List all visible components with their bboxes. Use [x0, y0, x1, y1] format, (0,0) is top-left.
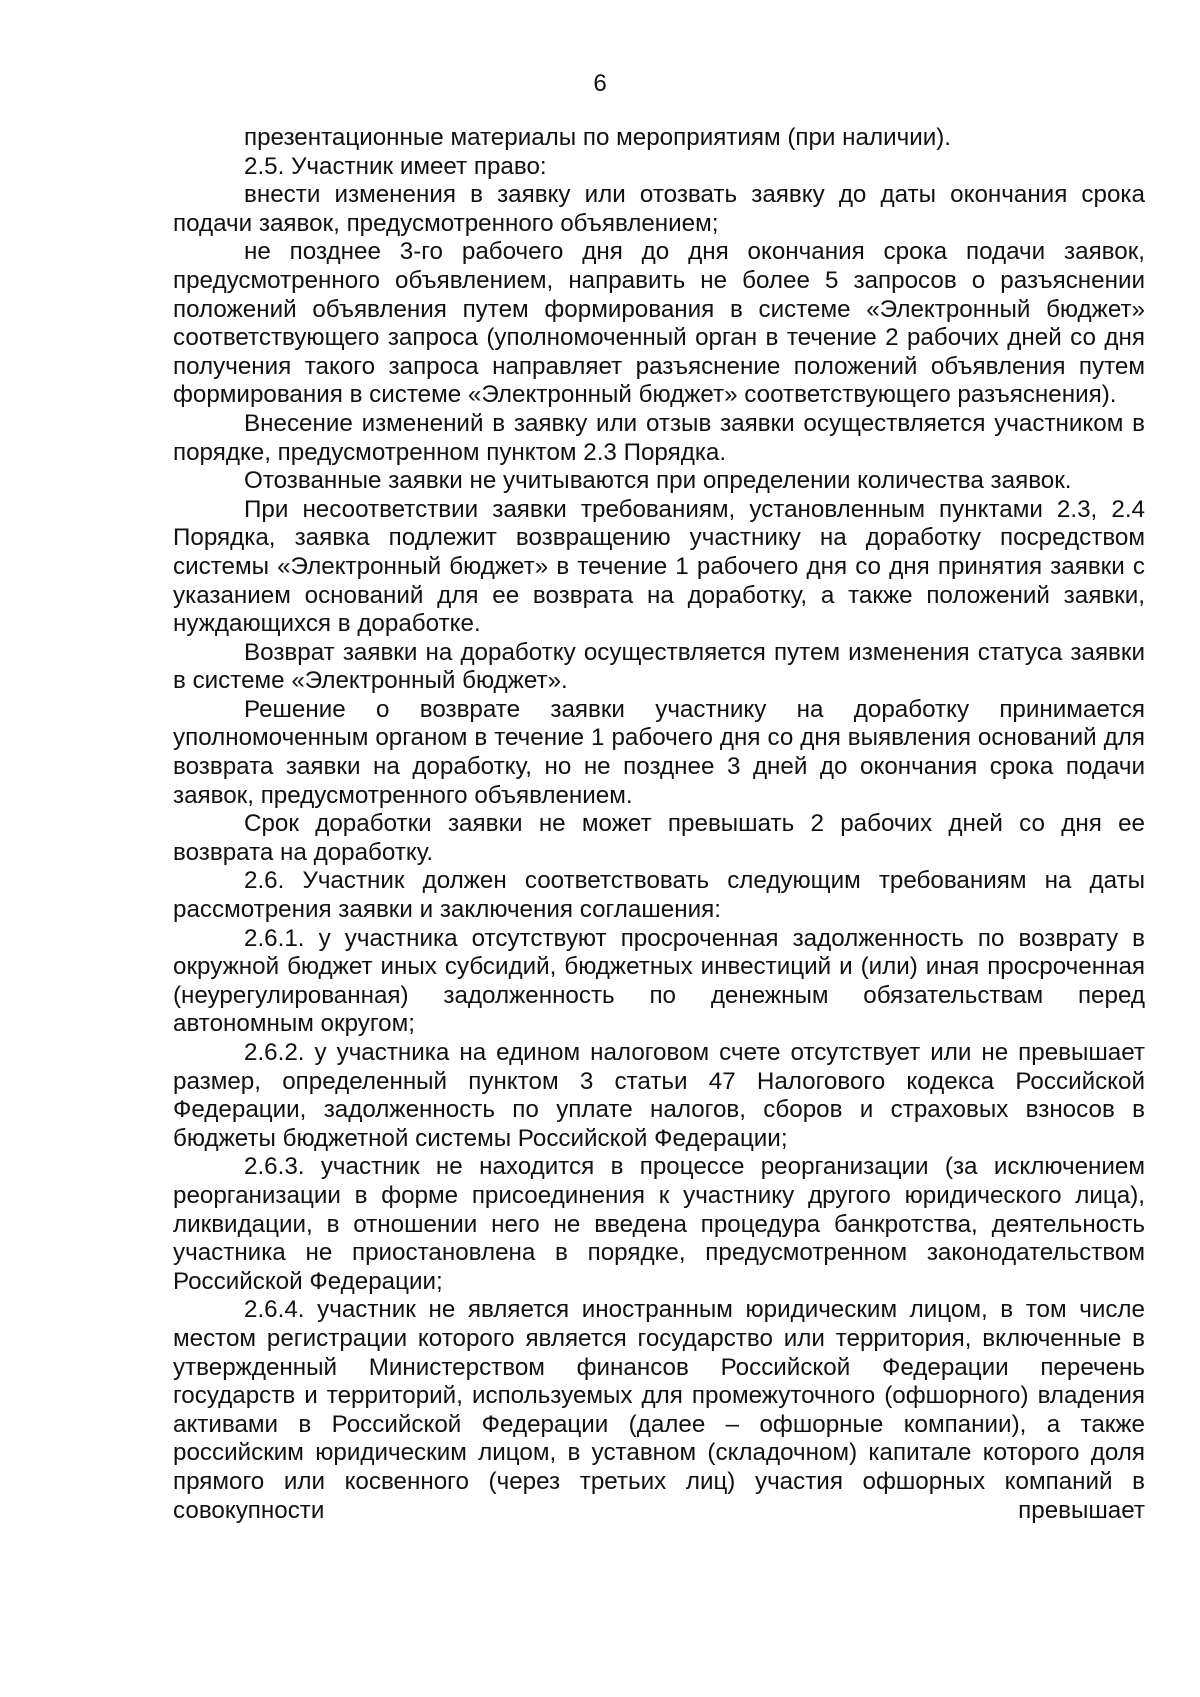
paragraph: не позднее 3-го рабочего дня до дня окончания срока подачи заявок, предусмотренного объявлением, направить не более 5 запросов о разъяснении положений объявления путем формирования в системе «Электронный бюджет» соответствующего запроса (уполномоченный орган в течение 2 рабочих дней со дня получения такого запроса направляет разъяснение положений объявления путем формирования в системе «Электронный бюджет» соответствующего разъяснения).	[173, 238, 1145, 409]
list-item: 2.6.1. у участника отсутствуют просроченная задолженность по возврату в окружной бюджет иных субсидий, бюджетных инвестиций и (или) иная просроченная (неурегулированная) задолженность по денежным обязательствам перед автономным округом;	[173, 924, 1145, 1038]
section-heading: 2.6. Участник должен соответствовать следующим требованиям на даты рассмотрения заявки и заключения соглашения:	[173, 867, 1145, 924]
list-item: 2.6.2. у участника на едином налоговом счете отсутствует или не превышает размер, определенный пунктом 3 статьи 47 Налогового кодекса Российской Федерации, задолженность по уплате налогов, сборов и страховых взносов в бюджеты бюджетной системы Российской Федерации;	[173, 1039, 1145, 1152]
paragraph: внести изменения в заявку или отозвать заявку до даты окончания срока подачи заявок, предусмотренного объявлением;	[173, 181, 1145, 237]
paragraph: Возврат заявки на доработку осуществляется путем изменения статуса заявки в системе «Электронный бюджет».	[173, 638, 1145, 695]
list-item: 2.6.4. участник не является иностранным юридическим лицом, в том числе местом регистрации которого является государство или территория, включенные в утвержденный Министерством финансов Российской Федерации перечень государств и территорий, используемых для промежуточного (офшорного) владения активами в Российской Федерации (далее – офшорные компании), а также российским юридическим лицом, в уставном (складочном) капитале которого доля прямого или косвенного (через третьих лиц) участия офшорных компаний в совокупности превышает	[173, 1296, 1145, 1524]
paragraph: Решение о возврате заявки участнику на доработку принимается уполномоченным органом в течение 1 рабочего дня со дня выявления оснований для возврата заявки на доработку, но не позднее 3 дней до окончания срока подачи заявок, предусмотренного объявлением.	[173, 695, 1145, 809]
paragraph: Внесение изменений в заявку или отзыв заявки осуществляется участником в порядке, предусмотренном пунктом 2.3 Порядка.	[173, 409, 1145, 466]
document-body	[173, 124, 1145, 1525]
section-heading: 2.5. Участник имеет право:	[244, 152, 547, 180]
paragraph: Срок доработки заявки не может превышать 2 рабочих дней со дня ее возврата на доработку.	[173, 810, 1145, 866]
page-number: 6	[593, 70, 607, 97]
paragraph: презентационные материалы по мероприятиям (при наличии).	[244, 124, 951, 151]
list-item: 2.6.3. участник не находится в процессе реорганизации (за исключением реорганизации в форме присоединения к участнику другого юридического лица), ликвидации, в отношении него не введена процедура банкротства, деятельность участника не приостановлена в порядке, предусмотренном законодательством Российской Федерации;	[173, 1153, 1145, 1295]
paragraph: При несоответствии заявки требованиям, установленным пунктами 2.3, 2.4 Порядка, заявка подлежит возвращению участнику на доработку посредством системы «Электронный бюджет» в течение 1 рабочего дня со дня принятия заявки с указанием оснований для ее возврата на доработку, а также положений заявки, нуждающихся в доработке.	[173, 495, 1145, 638]
paragraph: Отозванные заявки не учитываются при определении количества заявок.	[244, 467, 1072, 495]
